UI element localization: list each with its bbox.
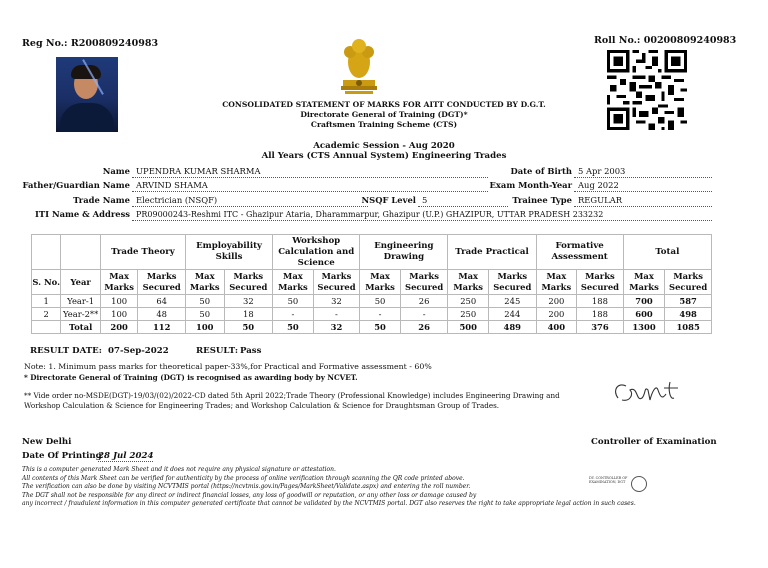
sno-cell: 1: [32, 295, 61, 308]
marks-cell: 32: [224, 295, 273, 308]
max-marks-header: Max Marks: [536, 270, 577, 295]
total-row: [32, 321, 712, 334]
name-value: UPENDRA KUMAR SHARMA: [132, 166, 488, 178]
marks-cell: -: [360, 308, 401, 321]
group-total: Total: [623, 235, 711, 270]
roll-number: Roll No.: 00200809240983: [594, 35, 737, 46]
total-cell: 376: [577, 321, 624, 334]
marks-cell: 250: [448, 308, 489, 321]
total-cell: 32: [313, 321, 360, 334]
marks-table: [31, 234, 712, 334]
marks-cell: 200: [536, 295, 577, 308]
digital-stamp: [589, 476, 685, 492]
total-cell: 1300: [623, 321, 665, 334]
date-of-printing-value: 28 Jul 2024: [98, 451, 154, 461]
group-header-row: [32, 235, 712, 270]
table-row: [32, 295, 712, 308]
marks-cell: 188: [577, 308, 624, 321]
nsqf-label: NSQF Level: [361, 195, 416, 205]
dob-value: 5 Apr 2003: [574, 166, 712, 178]
marks-secured-header: Marks Secured: [224, 270, 273, 295]
marks-cell: 498: [665, 308, 712, 321]
disclaimer-line: The DGT shall not be responsible for any direct or indirect financial losses, any loss of goodwill or reputation, or any other loss or damage caused by: [22, 491, 477, 499]
marks-cell: 200: [536, 308, 577, 321]
scheme-line: Craftsmen Training Scheme (CTS): [310, 120, 458, 129]
group-employability-skills: Employability Skills: [186, 235, 273, 270]
registration-number: Reg No.: R200809240983: [22, 38, 159, 49]
name-label: Name: [102, 166, 130, 176]
result-value: Pass: [240, 346, 262, 356]
year-cell: Year-2**: [61, 308, 101, 321]
controller-title: Controller of Examination: [591, 437, 717, 447]
nsqf-value: 5: [418, 195, 508, 207]
verification-qr-code: [607, 50, 687, 130]
max-marks-header: Max Marks: [360, 270, 401, 295]
marks-secured-header: Marks Secured: [400, 270, 448, 295]
max-marks-header: Max Marks: [448, 270, 489, 295]
total-cell: 200: [100, 321, 137, 334]
disclaimer-line: This is a computer generated Mark Sheet and it does not require any physical signature or attestation.: [22, 466, 336, 473]
vide-order-note: ** Vide order no-MSDE(DGT)-19/03/(02)/2022-CD dated 5th April 2022;Trade Theory (Professional Knowledge) includes Engineering Drawing and Workshop Calculation & Science for Engineering Trades; and Workshop Calculation & Science for Draughtsman Group of Trades.: [24, 391, 560, 410]
marks-secured-header: Marks Secured: [138, 270, 186, 295]
marks-cell: 600: [623, 308, 665, 321]
group-trade-theory: Trade Theory: [100, 235, 185, 270]
total-cell: 400: [536, 321, 577, 334]
exam-label: Exam Month-Year: [489, 180, 572, 190]
marks-secured-header: Marks Secured: [665, 270, 712, 295]
iti-label: ITI Name & Address: [34, 209, 130, 219]
result-date-label: RESULT DATE:: [30, 346, 102, 356]
max-marks-header: Max Marks: [623, 270, 665, 295]
total-cell: 1085: [665, 321, 712, 334]
disclaimer: [22, 466, 682, 509]
disclaimer-line: any incorrect / fraudulent information in this computer generated certificate that cannot be validated by the NCVTMIS portal. DGT also reserves the right to take appropriate legal action in such cases.: [22, 500, 636, 508]
marks-cell: -: [273, 308, 314, 321]
seal-icon: [631, 476, 647, 492]
marks-cell: 18: [224, 308, 273, 321]
marks-secured-header: Marks Secured: [577, 270, 624, 295]
total-cell: 50: [273, 321, 314, 334]
marks-cell: 48: [138, 308, 186, 321]
trainee-type-label: Trainee Type: [512, 195, 572, 205]
trade-value: Electrician (NSQF): [132, 195, 368, 207]
disclaimer-line: The verification can also be done by visiting NCVTMIS portal (https://ncvtmis.gov.in/Pages/MarkSheet/Validate.aspx) and entering the roll number.: [22, 483, 471, 491]
max-marks-header: Max Marks: [100, 270, 137, 295]
dob-label: Date of Birth: [510, 166, 572, 176]
iti-value: PR09000243-Reshmi ITC - Ghazipur Ataria, Dharammarpur, Ghazipur (U.P.) GHAZIPUR, UTTAR PRADESH 233232: [132, 209, 712, 221]
total-cell: 112: [138, 321, 186, 334]
total-cell: 50: [360, 321, 401, 334]
all-years-line: All Years (CTS Annual System) Engineering Trades: [261, 151, 507, 161]
place: New Delhi: [22, 437, 72, 447]
stamp-line: EXAMINATION, DGT: [589, 480, 626, 484]
father-label: Father/Guardian Name: [22, 180, 130, 190]
marks-cell: 250: [448, 295, 489, 308]
sno-header: S. No.: [32, 270, 61, 295]
total-cell: 50: [224, 321, 273, 334]
marks-cell: 700: [623, 295, 665, 308]
marks-cell: 188: [577, 295, 624, 308]
pass-marks-note: Note: 1. Minimum pass marks for theoretical paper-33%,for Practical and Formative assessment - 60%: [24, 362, 432, 371]
awarding-body-note: * Directorate General of Training (DGT) is recognised as awarding body by NCVET.: [24, 373, 358, 382]
candidate-photo: [56, 57, 118, 132]
table-row: [32, 308, 712, 321]
result-date-value: 07-Sep-2022: [108, 346, 169, 356]
marks-cell: 100: [100, 295, 137, 308]
marks-cell: 244: [488, 308, 536, 321]
total-cell: 26: [400, 321, 448, 334]
exam-value: Aug 2022: [574, 180, 712, 192]
sno-cell: 2: [32, 308, 61, 321]
total-cell: 500: [448, 321, 489, 334]
trainee-type-value: REGULAR: [574, 195, 712, 207]
controller-signature: [608, 376, 688, 410]
marks-cell: 50: [360, 295, 401, 308]
marks-cell: -: [400, 308, 448, 321]
year-header: Year: [61, 270, 101, 295]
marks-secured-header: Marks Secured: [313, 270, 360, 295]
directorate-line: Directorate General of Training (DGT)*: [300, 110, 468, 119]
statement-title: CONSOLIDATED STATEMENT OF MARKS FOR AITT CONDUCTED BY D.G.T.: [222, 100, 546, 109]
disclaimer-line: All contents of this Mark Sheet can be verified for authenticity by the process of online verification through scanning the QR code printed above.: [22, 474, 465, 482]
marks-cell: 100: [100, 308, 137, 321]
group-workshop-calculation: Workshop Calculation and Science: [273, 235, 360, 270]
marks-cell: 587: [665, 295, 712, 308]
marks-cell: 64: [138, 295, 186, 308]
marks-cell: -: [313, 308, 360, 321]
marks-cell: 26: [400, 295, 448, 308]
national-emblem-icon: [337, 36, 381, 96]
marks-secured-header: Marks Secured: [488, 270, 536, 295]
max-marks-header: Max Marks: [186, 270, 225, 295]
total-cell: 489: [488, 321, 536, 334]
year-cell: Year-1: [61, 295, 101, 308]
total-cell: 100: [186, 321, 225, 334]
marks-cell: 50: [273, 295, 314, 308]
date-of-printing-label: Date Of Printing: [22, 451, 102, 461]
stamp-line: DY. CONTROLLER OF: [589, 476, 628, 480]
marks-cell: 245: [488, 295, 536, 308]
father-value: ARVIND SHAMA: [132, 180, 488, 192]
subheader-row: [32, 270, 712, 295]
trade-label: Trade Name: [73, 195, 130, 205]
marks-cell: 32: [313, 295, 360, 308]
total-label: Total: [61, 321, 101, 334]
marks-cell: 50: [186, 295, 225, 308]
academic-session: Academic Session - Aug 2020: [313, 141, 455, 151]
group-trade-practical: Trade Practical: [448, 235, 536, 270]
result-label: RESULT:: [196, 346, 238, 356]
group-engineering-drawing: Engineering Drawing: [360, 235, 448, 270]
marks-cell: 50: [186, 308, 225, 321]
max-marks-header: Max Marks: [273, 270, 314, 295]
group-formative-assessment: Formative Assessment: [536, 235, 623, 270]
